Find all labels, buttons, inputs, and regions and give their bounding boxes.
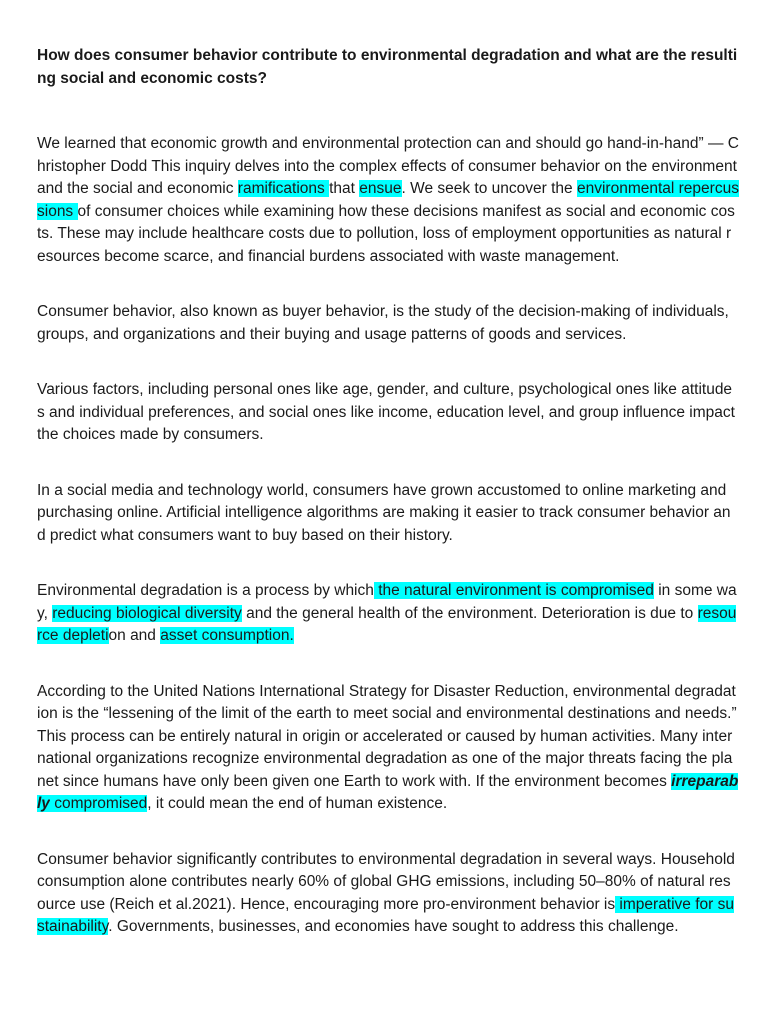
- paragraph-contribution: [37, 849, 739, 939]
- highlight: compromised: [49, 795, 148, 812]
- highlight: asset consumption.: [160, 627, 294, 644]
- highlight: the natural environment is compromised: [373, 582, 654, 599]
- paragraph-intro: [37, 133, 739, 268]
- text-run: . Governments, businesses, and economies have sought to address this challenge.: [108, 918, 679, 935]
- highlight: environmental repercussions: [37, 180, 739, 220]
- text-run: in some way,: [37, 582, 737, 622]
- document-page: [37, 44, 739, 939]
- highlight: imperative for sustainability: [37, 895, 735, 935]
- highlight: ensue: [359, 180, 402, 197]
- highlight: reducing biological diversity: [52, 604, 242, 622]
- text-run: on and: [108, 627, 161, 644]
- highlight: ramifications: [237, 180, 330, 197]
- document-heading: How does consumer behavior contribute to environmental degradation and what are the resulting social and economic costs?: [37, 47, 738, 87]
- highlight: resource depleti: [37, 604, 737, 644]
- paragraph-degradation: [37, 580, 739, 648]
- text-run: , it could mean the end of human existence.: [147, 795, 448, 812]
- text-run: and the general health of the environment. Deterioration is due to: [241, 604, 698, 622]
- paragraph-consumer-behavior: Consumer behavior, also known as buyer behavior, is the study of the decision-making of individuals, groups, and organizations and their buying and usage patterns of goods and services.: [37, 303, 729, 343]
- text-run: Consumer behavior significantly contributes to environmental degradation in several ways. Household consumption alone contributes nearly 60% of global GHG emissions, including 50–80% of natural resource use (Reich et al.2021). Hence, encouraging more pro-environment behavior is: [37, 850, 735, 913]
- text-run: According to the United Nations International Strategy for Disaster Reduction, environmental degradation is the “lessening of the limit of the earth to meet social and environmental destinations and needs.” This process can be entirely natural in origin or accelerated or caused by human activities. Many international organizations recognize environmental degradation as one of the major threats facing the planet since humans have only been given one Earth to work with. If the environment becomes: [37, 682, 737, 790]
- text-run: We learned that economic growth and environmental protection can and should go hand-in-hand” — Christopher Dodd This inquiry delves into the complex effects of consumer behavior on the environment and the social and economic: [37, 135, 739, 197]
- text-run: . We seek to uncover the: [401, 180, 577, 197]
- emphasis-highlight: irreparably: [37, 772, 739, 812]
- text-run: of consumer choices while examining how these decisions manifest as social and economic costs. These may include healthcare costs due to pollution, loss of employment opportunities as natural resources become scarce, and financial burdens associated with waste management.: [37, 202, 735, 265]
- text-run: that: [329, 180, 360, 197]
- text-run: Environmental degradation is a process by which: [37, 582, 374, 599]
- paragraph-factors: Various factors, including personal ones like age, gender, and culture, psychological ones like attitudes and individual preferences, and social ones like income, education level, and group influence impact the choices made by consumers.: [37, 381, 735, 443]
- paragraph-un-strategy: [37, 681, 739, 816]
- paragraph-social-media: In a social media and technology world, consumers have grown accustomed to online marketing and purchasing online. Artificial intelligence algorithms are making it easier to track consumer behavior and predict what consumers want to buy based on their history.: [37, 481, 731, 544]
